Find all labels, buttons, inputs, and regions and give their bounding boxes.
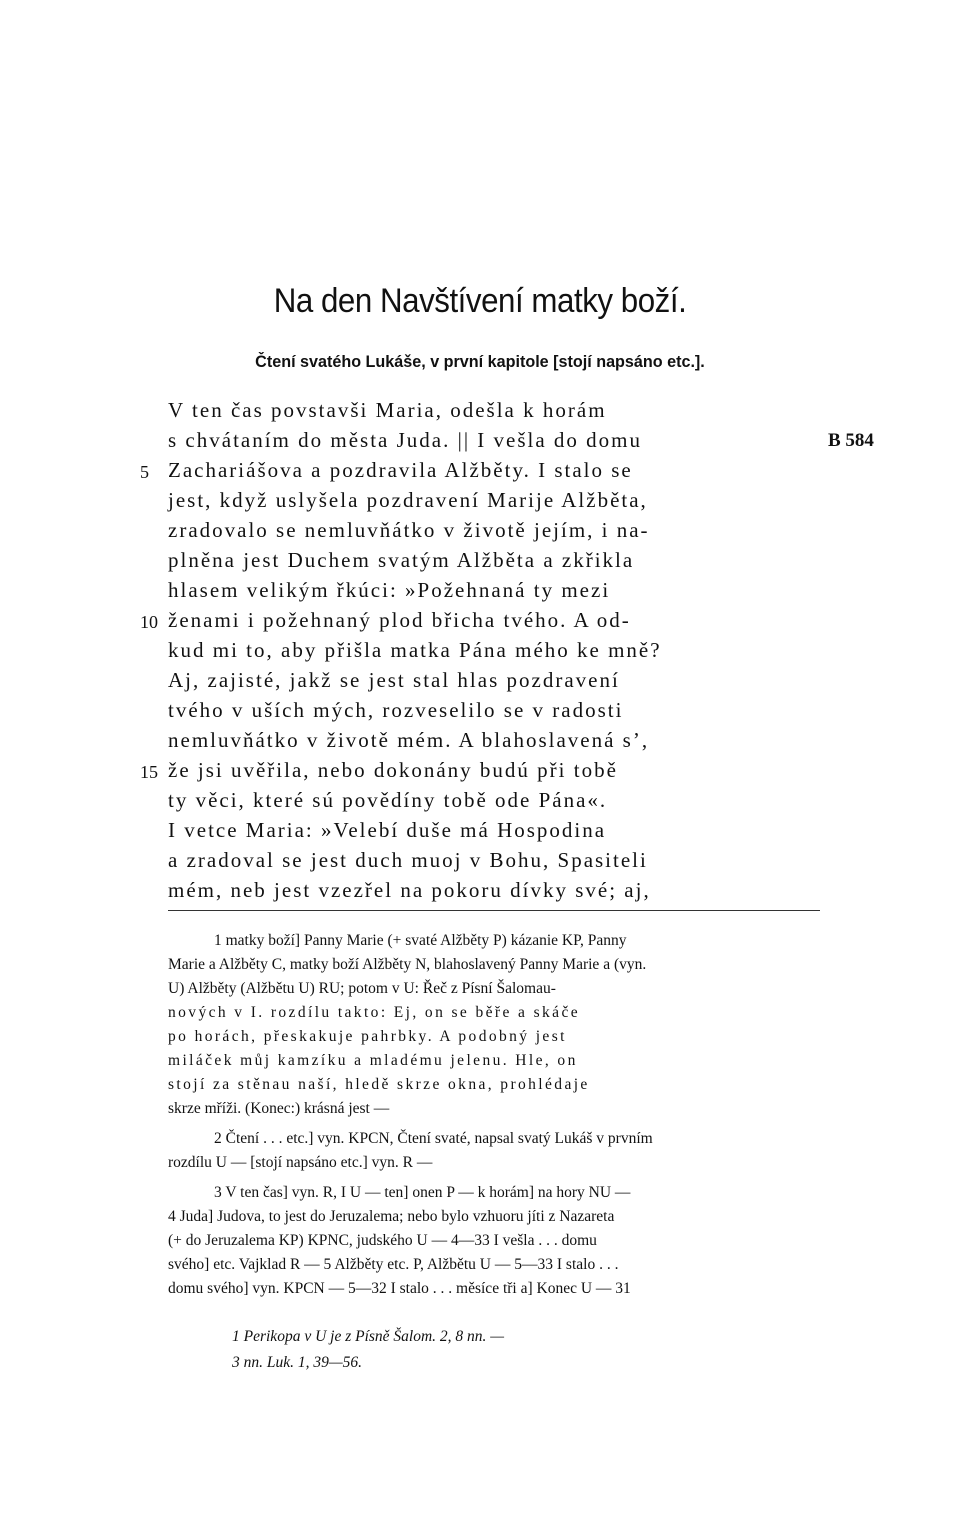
footnote-divider <box>168 910 820 911</box>
apparatus-note-line: 3 V ten čas] vyn. R, I U — ten] onen P — k horám] na hory NU — <box>214 1184 631 1201</box>
text-line: mém, neb jest vzezřel na pokoru dívky své; aj, <box>168 878 651 902</box>
apparatus-note-line: 2 Čtení . . . etc.] vyn. KPCN, Čtení svaté, napsal svatý Lukáš v prvním <box>214 1130 653 1147</box>
text-line: Aj, zajisté, jakž se jest stal hlas pozdravení <box>168 668 620 692</box>
text-line: ženami i požehnaný plod břicha tvého. A od- <box>168 608 631 632</box>
margin-reference: B 584 <box>828 430 874 451</box>
apparatus-note-line: (+ do Jeruzalema KP) KPNC, judského U — 4—33 I vešla . . . domu <box>168 1232 597 1249</box>
text-line: kud mi to, aby přišla matka Pána mého ke mně? <box>168 638 662 662</box>
text-line: ty věci, které sú povědíny tobě ode Pána«. <box>168 788 608 812</box>
text-line: zradovalo se nemluvňátko v životě jejím, i na- <box>168 518 650 542</box>
gloss-line: 1 Perikopa v U je z Písně Šalom. 2, 8 nn. — <box>232 1328 505 1345</box>
page-subtitle: Čtení svatého Lukáše, v první kapitole [stojí napsáno etc.]. <box>255 352 705 371</box>
apparatus-note-line: miláček můj kamzíku a mladému jelenu. Hle, on <box>168 1052 578 1069</box>
text-line: plněna jest Duchem svatým Alžběta a zkřikla <box>168 548 635 572</box>
apparatus-note-line: 1 matky boží] Panny Marie (+ svaté Alžběty P) kázanie KP, Panny <box>214 932 627 949</box>
text-line: I vetce Maria: »Velebí duše má Hospodina <box>168 818 607 842</box>
apparatus-note-line: rozdílu U — [stojí napsáno etc.] vyn. R — <box>168 1154 433 1171</box>
apparatus-note-line: po horách, přeskakuje pahrbky. A podobný jest <box>168 1028 567 1045</box>
apparatus-note-line: Marie a Alžběty C, matky boží Alžběty N, blahoslavený Panny Marie a (vyn. <box>168 956 647 973</box>
apparatus-note-line: domu svého] vyn. KPCN — 5—32 I stalo . . . měsíce tři a] Konec U — 31 <box>168 1280 631 1297</box>
line-number: 5 <box>140 462 149 482</box>
apparatus-note-line: skrze mříži. (Konec:) krásná jest — <box>168 1100 390 1117</box>
apparatus-note-line: 4 Juda] Judova, to jest do Jeruzalema; nebo bylo vzhuoru jíti z Nazareta <box>168 1208 615 1225</box>
text-line: hlasem velikým řkúci: »Požehnaná ty mezi <box>168 578 611 602</box>
text-line: že jsi uvěřila, nebo dokonány budú při tobě <box>168 758 618 782</box>
apparatus-note-line: svého] etc. Vajklad R — 5 Alžběty etc. P, Alžbětu U — 5—33 I stalo . . . <box>168 1256 619 1273</box>
text-line: s chvátaním do města Juda. || I vešla do domu <box>168 428 642 452</box>
text-line: Zachariášova a pozdravila Alžběty. I stalo se <box>168 458 633 482</box>
apparatus-note-line: nových v I. rozdílu takto: Ej, on se běře a skáče <box>168 1004 581 1021</box>
page-title: Na den Navštívení matky boží. <box>273 282 687 320</box>
text-line: a zradoval se jest duch muoj v Bohu, Spasiteli <box>168 848 648 872</box>
text-line: nemluvňátko v životě mém. A blahoslavená s’, <box>168 728 650 752</box>
apparatus-note-line: stojí za stěnau naší, hledě skrze okna, prohlédaje <box>168 1076 590 1093</box>
gloss-line: 3 nn. Luk. 1, 39—56. <box>232 1354 363 1371</box>
apparatus-note-line: U) Alžběty (Alžbětu U) RU; potom v U: Řeč z Písní Šalomau- <box>168 980 556 997</box>
text-line: jest, když uslyšela pozdravení Marije Alžběta, <box>168 488 648 512</box>
text-line: V ten čas povstavši Maria, odešla k horám <box>168 398 607 422</box>
line-number: 15 <box>140 762 158 782</box>
line-number: 10 <box>140 612 158 632</box>
text-line: tvého v uších mých, rozveselilo se v radosti <box>168 698 624 722</box>
